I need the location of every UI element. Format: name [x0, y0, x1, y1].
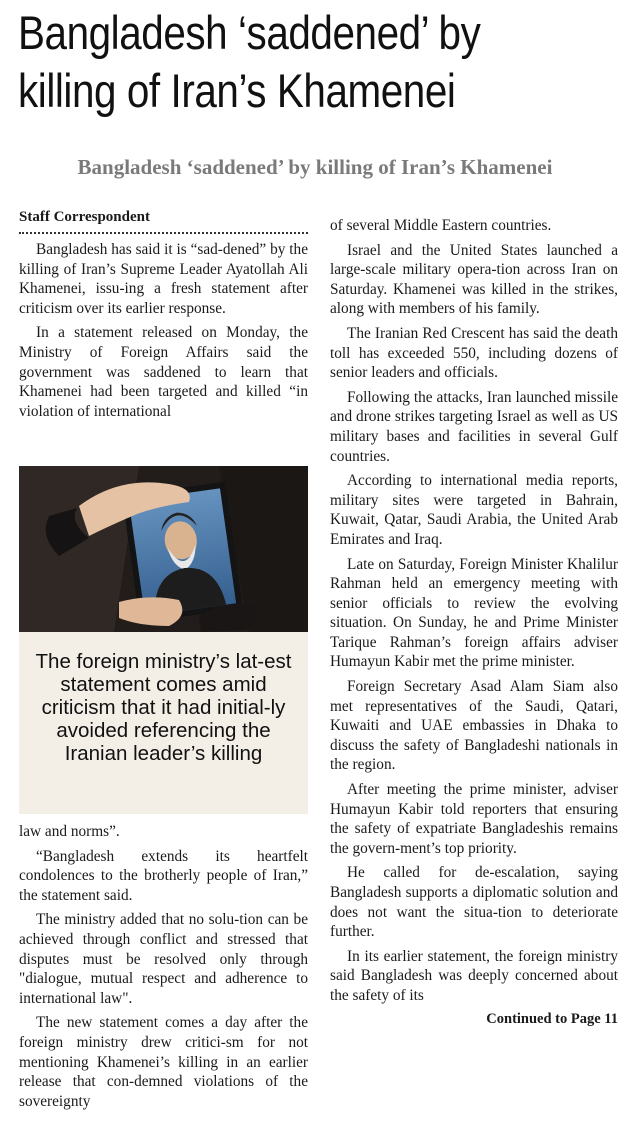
paragraph: The ministry added that no solu-tion can be achieved through conflict and stressed that disputes must be resolved only through "dialogue, mutual respect and adherence to international law".	[19, 911, 308, 1007]
portrait-photo-icon	[19, 466, 308, 632]
headline-line-1: Bangladesh ‘saddened’ by	[18, 6, 481, 59]
paragraph: Following the attacks, Iran launched missile and drone strikes targeting Israel as well as US military bases and facilities in several Gulf countries.	[330, 388, 618, 465]
paragraph: of several Middle Eastern countries.	[330, 217, 552, 234]
article-photo	[19, 466, 308, 632]
paragraph: He called for de-escalation, saying Bangladesh supports a diplomatic solution and does not want the situa-tion to deteriorate further.	[330, 864, 618, 941]
headline	[18, 4, 534, 120]
paragraph: In a statement released on Monday, the Ministry of Foreign Affairs said the government was saddened to learn that Khamenei had been targeted and killed “in violation of international	[19, 324, 308, 420]
continued-link[interactable]: Continued to Page 11	[486, 1010, 618, 1027]
paragraph: Israel and the United States launched a large-scale military opera-tion across Iran on Saturday. Khamenei was killed in the strikes, along with members of his family.	[330, 241, 618, 318]
paragraph: The new statement comes a day after the foreign ministry drew critici-sm for not mentioning Khamenei’s killing in an earlier release that con-demned violations of the sovereignty	[19, 1014, 308, 1110]
pull-quote-text: The foreign ministry’s lat-est statement comes amid criticism that it had initial-ly avoided referencing the Iranian leader’s killing	[35, 650, 292, 765]
left-column-bottom	[19, 822, 308, 1116]
paragraph: According to international media reports, military sites were targeted in Bahrain, Kuwait, Qatar, Saudi Arabia, the United Arab Emirates and Iraq.	[330, 472, 618, 548]
paragraph: In its earlier statement, the foreign ministry said Bangladesh was deeply concerned about the safety of its	[330, 947, 618, 1004]
paragraph: Foreign Secretary Asad Alam Siam also met representatives of the Saudi, Qatari, Kuwaiti and UAE embassies in Dhaka to discuss the safety of Bangladeshi nationals in the region.	[330, 678, 618, 774]
paragraph: Late on Saturday, Foreign Minister Khalilur Rahman held an emergency meeting with senior officials to review the evolving situation. On Sunday, he and Prime Minister Tarique Rahman’s foreign affairs adviser Humayun Kabir met the prime minister.	[330, 555, 618, 671]
paragraph: Bangladesh has said it is “sad-dened” by the killing of Iran’s Supreme Leader Ayatollah Ali Khamenei, issu-ing a fresh statement after criticism over its earlier response.	[19, 241, 308, 317]
subheadline: Bangladesh ‘saddened’ by killing of Iran’s Khamenei	[77, 155, 553, 179]
headline-line-2: killing of Iran’s Khamenei	[18, 64, 456, 117]
byline: Staff Correspondent	[19, 208, 308, 234]
left-column-top	[19, 208, 308, 426]
paragraph: “Bangladesh extends its heartfelt condolences to the brotherly people of Iran,” the statement said.	[19, 847, 308, 904]
pull-quote	[19, 632, 308, 814]
paragraph: The Iranian Red Crescent has said the death toll has exceeded 550, including dozens of senior leaders and officials.	[330, 324, 618, 382]
right-column	[330, 216, 618, 1028]
paragraph: After meeting the prime minister, adviser Humayun Kabir told reporters that ensuring the safety of expatriate Bangladeshis remains the govern-ment’s top priority.	[330, 781, 618, 857]
paragraph: law and norms”.	[19, 823, 120, 840]
